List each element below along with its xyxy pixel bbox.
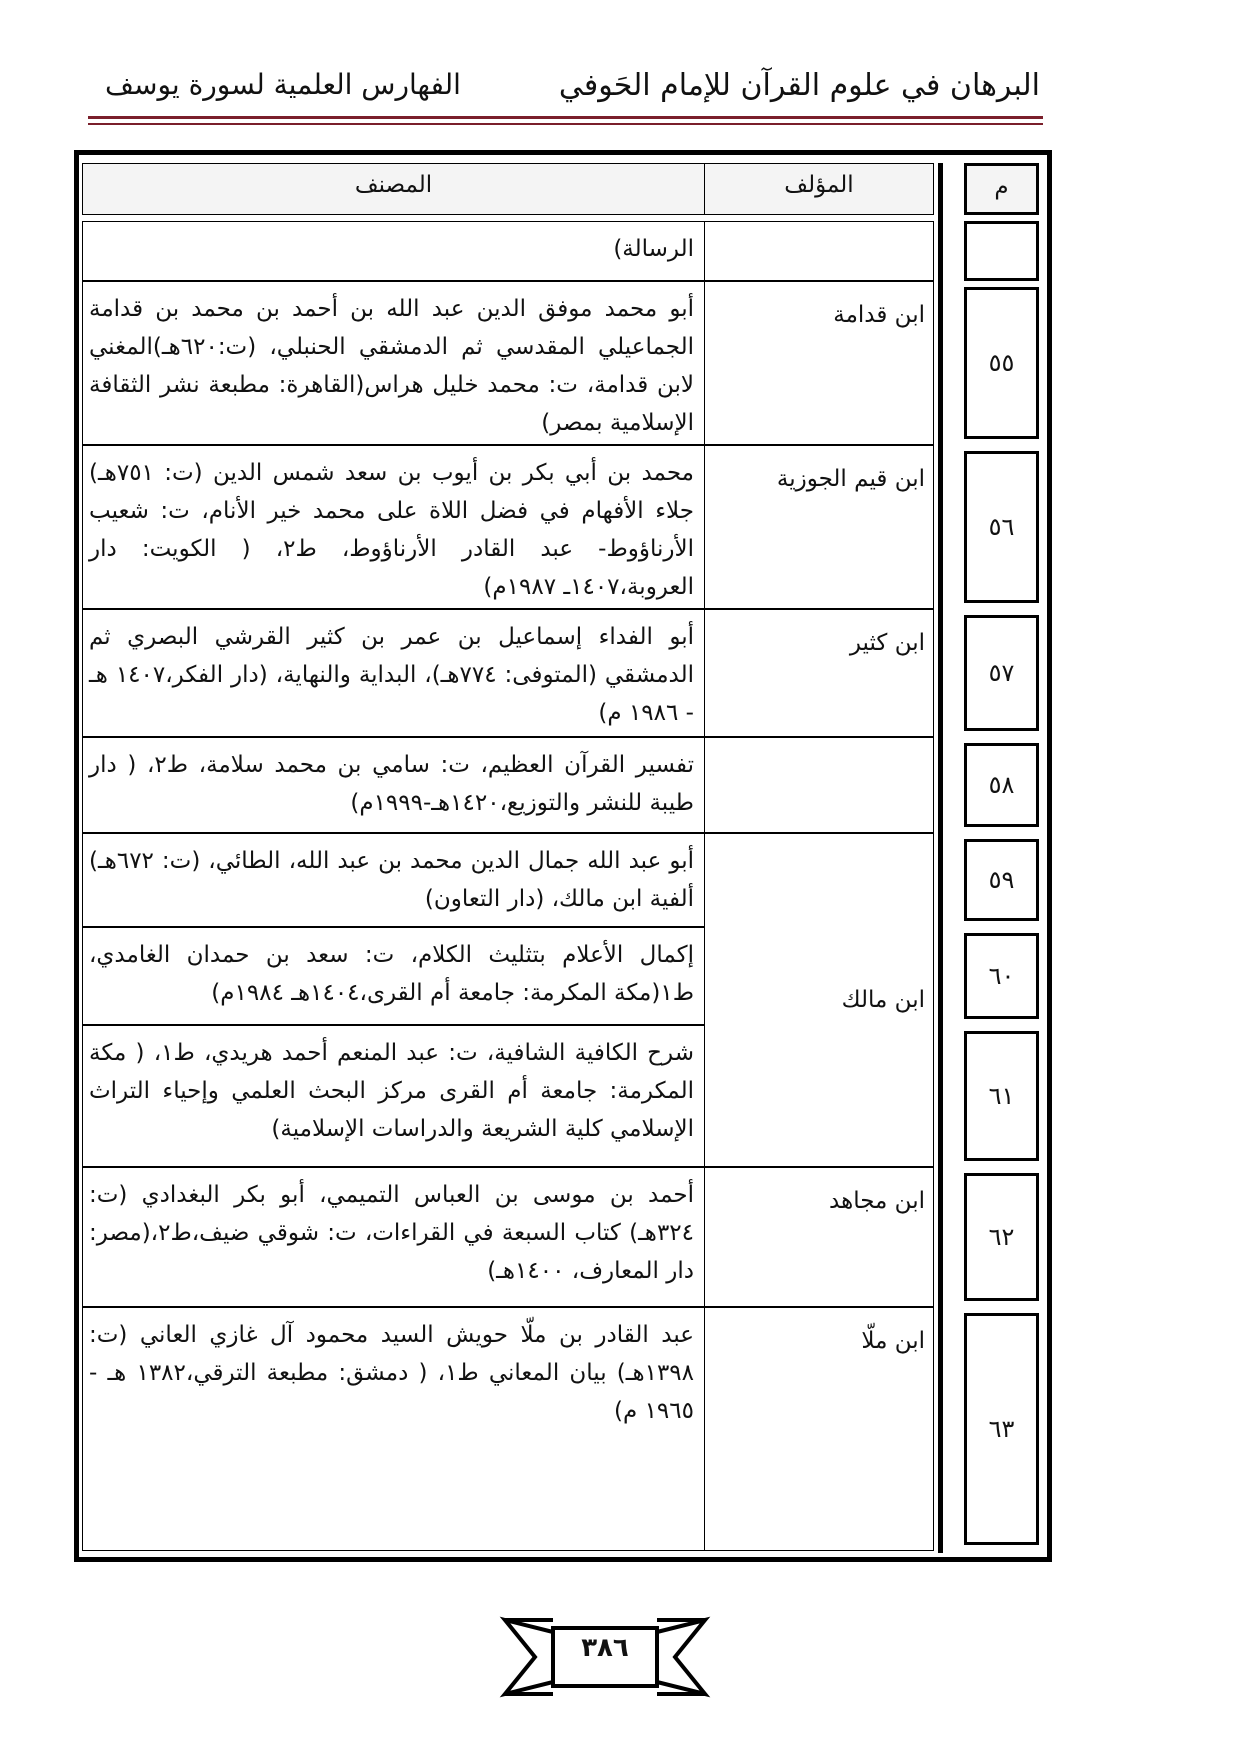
work-citation: أحمد بن موسى بن العباس التميمي، أبو بكر البغدادي (ت: ٣٢٤هـ) كتاب السبعة في القراءات، ت: شوقي ضيف،ط٢،(مصر: دار المعارف، ١٤٠٠هـ) <box>89 1182 694 1284</box>
work-citation: أبو عبد الله جمال الدين محمد بن عبد الله، الطائي، (ت: ٦٧٢هـ) ألفية ابن مالك، (دار التعاون) <box>89 848 694 912</box>
page-header <box>90 68 1040 112</box>
row-61-num <box>964 1031 1039 1161</box>
row-56-author <box>704 445 934 609</box>
author-name: ابن قيم الجوزية <box>776 466 925 492</box>
header-work-label: المصنف <box>354 172 433 198</box>
row-62-num <box>964 1173 1039 1301</box>
continuation-num-cell <box>964 221 1039 281</box>
row-number: ٦٣ <box>988 1415 1015 1443</box>
book-title: البرهان في علوم القرآن للإمام الحَوفي <box>558 68 1040 103</box>
row-57-work <box>82 609 705 737</box>
work-citation: أبو الفداء إسماعيل بن عمر بن كثير القرشي البصري ثم الدمشقي (المتوفى: ٧٧٤هـ)، البداية والنهاية، (دار الفكر،١٤٠٧ هـ - ١٩٨٦ م) <box>89 624 694 726</box>
continuation-author-cell <box>704 221 934 281</box>
row-number: ٥٥ <box>988 349 1015 377</box>
work-citation: أبو محمد موفق الدين عبد الله بن أحمد بن محمد بن قدامة الجماعيلي المقدسي ثم الدمشقي الحنبلي، (ت:٦٢٠هـ)المغني لابن قدامة، ت: محمد خليل هراس(القاهرة: مطبعة نشر الثقافة الإسلامية بمصر) <box>89 296 694 436</box>
row-60-work <box>82 927 705 1025</box>
column-separator <box>938 163 943 1553</box>
row-55-num <box>964 287 1039 439</box>
row-number: ٦٢ <box>988 1223 1015 1251</box>
author-name: ابن مجاهد <box>829 1188 925 1214</box>
work-citation: تفسير القرآن العظيم، ت: سامي بن محمد سلامة، ط٢، ( دار طيبة للنشر والتوزيع،١٤٢٠هـ-١٩٩٩م) <box>89 752 694 816</box>
section-title: الفهارس العلمية لسورة يوسف <box>105 68 461 101</box>
row-number: ٦٠ <box>988 962 1015 990</box>
row-62-author <box>704 1167 934 1307</box>
row-56-work <box>82 445 705 609</box>
row-57-num <box>964 615 1039 731</box>
rows-59-61-author <box>704 833 934 1167</box>
header-num-cell <box>964 163 1039 215</box>
row-number: ٥٦ <box>988 513 1015 541</box>
row-number: ٦١ <box>988 1082 1015 1110</box>
work-citation: شرح الكافية الشافية، ت: عبد المنعم أحمد هريدي، ط١، ( مكة المكرمة: جامعة أم القرى مركز البحث العلمي وإحياء التراث الإسلامي كلية الشريعة والدراسات الإسلامية) <box>89 1040 694 1142</box>
continuation-text: الرسالة) <box>613 236 694 262</box>
author-name: ابن ملّا <box>861 1328 925 1354</box>
page-number: ٣٨٦ <box>581 1633 629 1663</box>
references-table <box>74 150 1052 1562</box>
header-author-cell <box>704 163 934 215</box>
author-name: ابن قدامة <box>833 302 925 328</box>
continuation-work-cell <box>82 221 705 281</box>
row-63-author <box>704 1307 934 1551</box>
work-citation: محمد بن أبي بكر بن أيوب بن سعد شمس الدين (ت: ٧٥١هـ) جلاء الأفهام في فضل اللاة على محمد خير الأنام، ت: شعيب الأرناؤوط- عبد القادر الأرناؤوط، ط٢، ( الكويت: دار العروبة،١٤٠٧ـ ١٩٨٧م) <box>89 460 694 600</box>
row-55-author <box>704 281 934 445</box>
author-name: ابن مالك <box>841 987 925 1013</box>
row-63-num <box>964 1313 1039 1545</box>
header-rule-thin <box>88 123 1043 125</box>
author-name: ابن كثير <box>849 630 925 656</box>
row-62-work <box>82 1167 705 1307</box>
row-63-work <box>82 1307 705 1551</box>
row-61-work <box>82 1025 705 1167</box>
row-58-num <box>964 743 1039 827</box>
page-footer <box>495 1612 715 1702</box>
row-number: ٥٩ <box>988 866 1015 894</box>
row-58-work <box>82 737 705 833</box>
work-citation: عبد القادر بن ملّا حويش السيد محمود آل غازي العاني (ت: ١٣٩٨هـ) بيان المعاني ط١، ( دمشق: مطبعة الترقي،١٣٨٢ هـ - ١٩٦٥ م) <box>89 1322 695 1424</box>
row-59-work <box>82 833 705 927</box>
row-58-author <box>704 737 934 833</box>
work-citation: إكمال الأعلام بتثليث الكلام، ت: سعد بن حمدان الغامدي، ط١(مكة المكرمة: جامعة أم القرى،١٤٠٤هـ ١٩٨٤م) <box>89 942 694 1006</box>
row-59-num <box>964 839 1039 921</box>
row-57-author <box>704 609 934 737</box>
header-author-label: المؤلف <box>784 172 854 198</box>
row-number: ٥٧ <box>988 659 1015 687</box>
row-number: ٥٨ <box>988 771 1015 799</box>
row-55-work <box>82 281 705 445</box>
header-work-cell <box>82 163 705 215</box>
header-num-label: م <box>994 174 1009 200</box>
row-56-num <box>964 451 1039 603</box>
row-60-num <box>964 933 1039 1019</box>
header-rule-thick <box>88 116 1043 119</box>
